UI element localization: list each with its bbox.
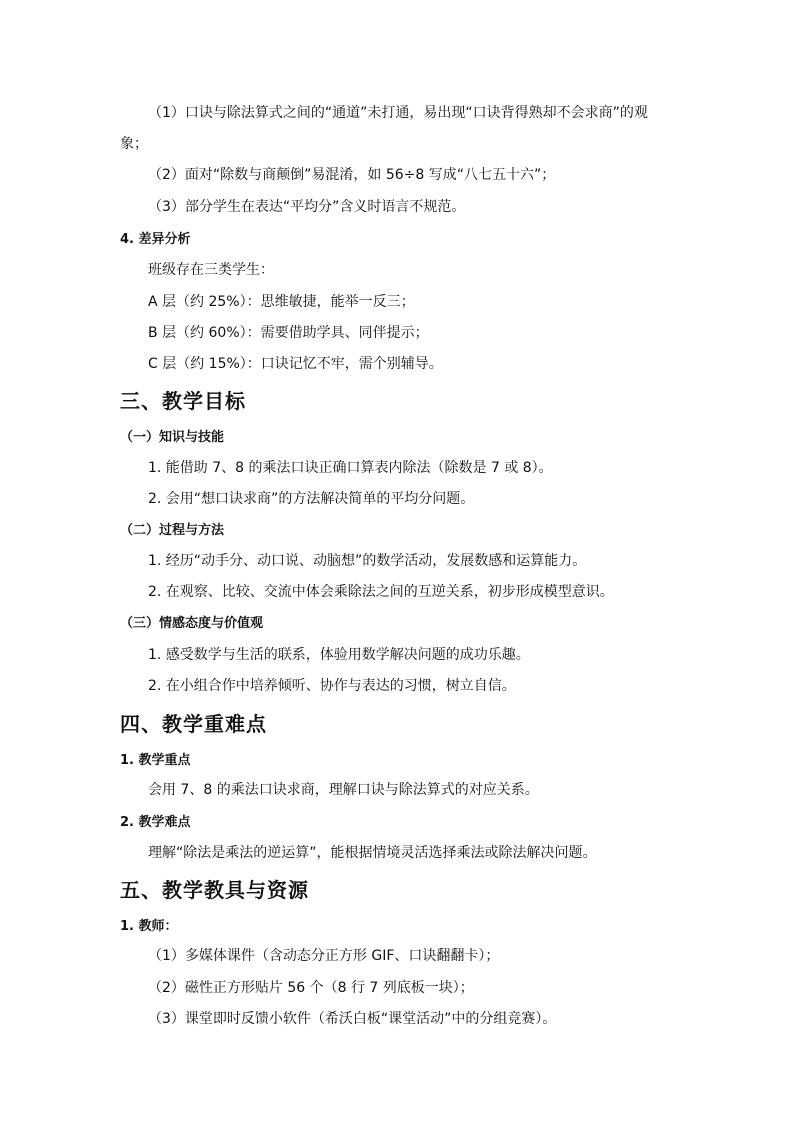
problem-3: （3）部分学生在表达“平均分”含义时语言不规范。: [148, 199, 466, 215]
difficulty-heading: 2. 教学难点: [120, 815, 191, 830]
goals-attitude-item-2: 2. 在小组合作中培养倾听、协作与表达的习惯，树立自信。: [148, 678, 516, 694]
problem-2: （2）面对“除数与商颠倒”易混淆，如 56÷8 写成“八七五十六”；: [148, 167, 556, 183]
goals-process-item-1: 1. 经历“动手分、动口说、动脑想”的数学活动，发展数感和运算能力。: [148, 553, 587, 569]
goals-process-heading: （二）过程与方法: [120, 523, 225, 538]
problem-1-line-2: 象；: [120, 136, 148, 152]
section-resources-title: 五、教学教具与资源: [120, 878, 309, 902]
resource-item-2: （2）磁性正方形贴片 56 个（8 行 7 列底板一块）；: [148, 980, 474, 996]
problem-1-line-1: （1）口诀与除法算式之间的“通道”未打通，易出现“口诀背得熟却不会求商”的观: [148, 105, 648, 121]
resource-item-1: （1）多媒体课件（含动态分正方形 GIF、口诀翻翻卡）；: [148, 948, 500, 964]
teacher-heading: 1. 教师：: [120, 919, 178, 934]
difference-analysis-heading: 4. 差异分析: [120, 232, 191, 247]
key-point-text: 会用 7、8 的乘法口诀求商，理解口诀与除法算式的对应关系。: [148, 782, 539, 798]
goals-process-item-2: 2. 在观察、比较、交流中体会乘除法之间的互逆关系，初步形成模型意识。: [148, 584, 614, 600]
goals-attitude-heading: （三）情感态度与价值观: [120, 616, 264, 631]
goals-knowledge-item-1: 1. 能借助 7、8 的乘法口诀正确口算表内除法（除数是 7 或 8）。: [148, 460, 553, 476]
level-c: C 层（约 15%）：口诀记忆不牢，需个别辅导。: [148, 356, 443, 372]
difference-intro: 班级存在三类学生：: [148, 262, 274, 278]
level-b: B 层（约 60%）：需要借助学具、同伴提示；: [148, 325, 429, 341]
level-a: A 层（约 25%）：思维敏捷，能举一反三；: [148, 294, 415, 310]
resource-item-3: （3）课堂即时反馈小软件（希沃白板“课堂活动”中的分组竞赛）。: [148, 1011, 557, 1027]
section-goals-title: 三、教学目标: [120, 389, 246, 413]
goals-knowledge-heading: （一）知识与技能: [120, 430, 225, 445]
section-key-points-title: 四、教学重难点: [120, 712, 267, 736]
goals-attitude-item-1: 1. 感受数学与生活的联系，体验用数学解决问题的成功乐趣。: [148, 647, 530, 663]
difficulty-text: 理解“除法是乘法的逆运算”，能根据情境灵活选择乘法或除法解决问题。: [148, 845, 597, 861]
goals-knowledge-item-2: 2. 会用“想口诀求商”的方法解决简单的平均分问题。: [148, 491, 475, 507]
key-point-heading: 1. 教学重点: [120, 753, 191, 768]
